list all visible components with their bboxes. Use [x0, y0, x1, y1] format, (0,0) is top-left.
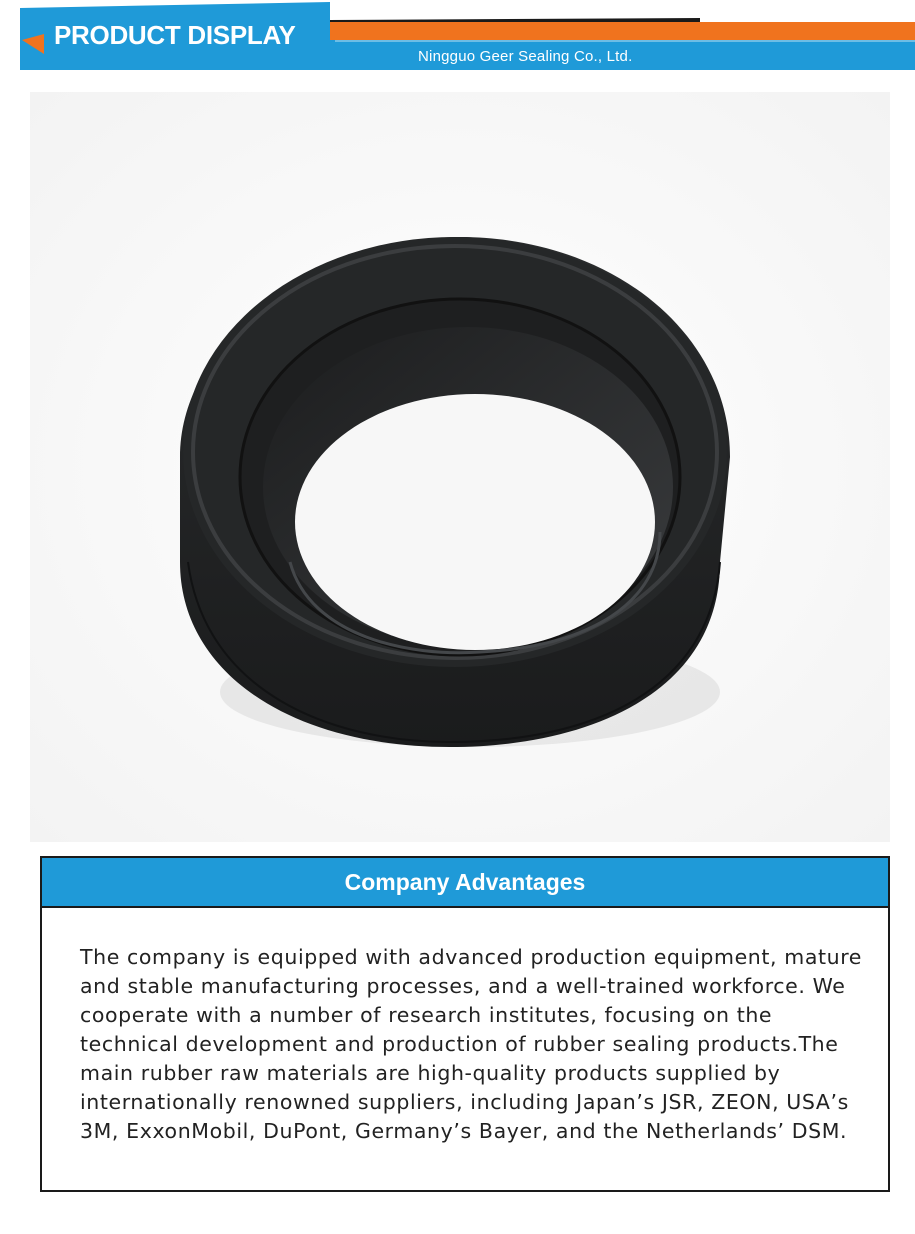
page-title: PRODUCT DISPLAY — [54, 20, 296, 50]
company-name: Ningguo Geer Sealing Co., Ltd. — [418, 48, 633, 65]
product-photo — [30, 92, 890, 842]
seal-ring-image — [30, 92, 890, 842]
advantages-header — [42, 858, 888, 908]
page-header-banner — [0, 0, 915, 80]
company-advantages-panel — [40, 856, 890, 1192]
advantages-title: Company Advantages — [344, 868, 586, 895]
advantages-text: The company is equipped with advanced production equipment, mature and stable manufacturing processes, and a well-trained workforce. We cooperate with a number of research institutes, focusing on the technical development and production of rubber sealing products.The main rubber raw materials are high-quality products supplied by internationally renowned suppliers, including Japan’s JSR, ZEON, USA’s 3M, ExxonMobil, DuPont, Germany’s Bayer, and the Netherlands’ DSM. — [80, 945, 863, 1143]
